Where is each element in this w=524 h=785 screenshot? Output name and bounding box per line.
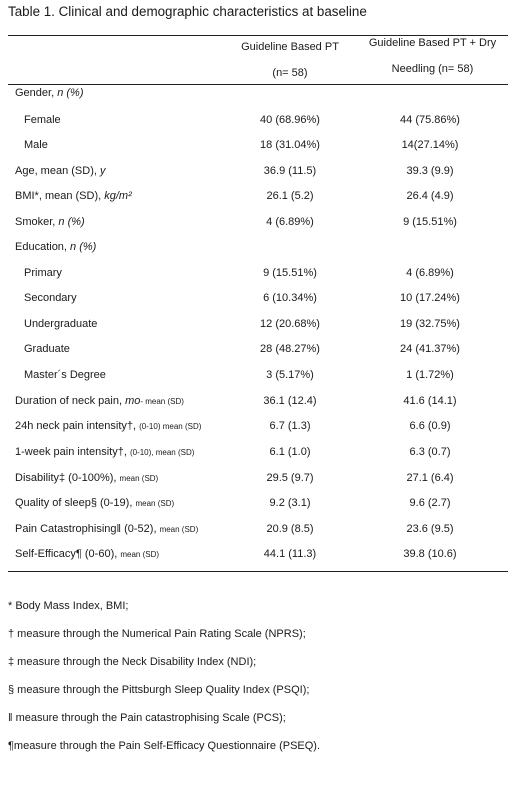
row-label-text: Disability‡ (0-100%), — [15, 472, 120, 484]
value-dry-needling: 44 (75.86%) — [400, 114, 460, 126]
row-label — [15, 493, 174, 514]
row-label — [24, 110, 61, 131]
value-dry-needling: 4 (6.89%) — [406, 267, 454, 279]
value-dry-needling: 10 (17.24%) — [400, 292, 460, 304]
value-dry-needling: 6.6 (0.9) — [409, 420, 451, 432]
row-label-stat: (0-10), mean (SD) — [129, 448, 195, 457]
row-label-text: Smoker, — [15, 216, 59, 228]
row-label-text: Graduate — [24, 343, 70, 355]
value-dry-needling: 39.3 (9.9) — [406, 165, 454, 177]
value-guideline: 44.1 (11.3) — [263, 548, 317, 560]
row-label-text: Master´s Degree — [24, 369, 106, 381]
row-label-text: Gender, — [15, 87, 58, 99]
value-guideline: 29.5 (9.7) — [266, 472, 314, 484]
row-label — [15, 519, 198, 540]
row-label — [15, 83, 83, 104]
row-label-text: Male — [24, 139, 48, 151]
row-label-unit: n (%) — [57, 87, 84, 99]
header-col-guideline-line1: Guideline Based PT — [241, 41, 339, 53]
value-guideline: 3 (5.17%) — [266, 369, 314, 381]
table-row — [0, 110, 524, 130]
row-label — [15, 468, 158, 489]
row-label — [24, 263, 62, 284]
table-row — [0, 135, 524, 155]
value-dry-needling: 19 (32.75%) — [400, 318, 460, 330]
value-guideline: 9.2 (3.1) — [269, 497, 311, 509]
row-label — [15, 237, 96, 258]
value-dry-needling: 1 (1.72%) — [406, 369, 454, 381]
row-label — [15, 186, 132, 207]
row-label — [15, 212, 85, 233]
value-guideline: 40 (68.96%) — [260, 114, 320, 126]
row-label-text: Age, mean (SD), — [15, 165, 100, 177]
row-label-text: Primary — [24, 267, 62, 279]
footnote: ¶measure through the Pain Self-Efficacy Questionnaire (PSEQ). — [8, 740, 321, 752]
table-row — [0, 391, 524, 411]
row-label-text: Undergraduate — [24, 318, 98, 330]
value-guideline: 20.9 (8.5) — [266, 523, 314, 535]
value-guideline: 36.9 (11.5) — [263, 165, 317, 177]
table-row — [0, 544, 524, 564]
table-row — [0, 416, 524, 436]
footnote: † measure through the Numerical Pain Rating Scale (NPRS); — [8, 628, 306, 640]
row-label-text: Education, — [15, 241, 71, 253]
row-label-unit: y — [99, 165, 106, 177]
footnote: * Body Mass Index, BMI; — [8, 600, 129, 612]
value-guideline: 6.1 (1.0) — [269, 446, 311, 458]
row-label — [24, 288, 77, 309]
value-dry-needling: 39.8 (10.6) — [403, 548, 457, 560]
row-label-unit: kg/m² — [104, 190, 132, 202]
value-guideline: 9 (15.51%) — [263, 267, 317, 279]
row-label-stat: mean (SD) — [159, 525, 199, 534]
header-col-dry-needling-line1: Guideline Based PT + Dry — [368, 37, 497, 49]
row-label-stat: - mean (SD) — [140, 397, 184, 406]
footnote: ‖ measure through the Pain catastrophising Scale (PCS); — [8, 712, 286, 724]
table-row — [0, 493, 524, 513]
row-label-stat: mean (SD) — [119, 474, 159, 483]
row-label-text: Self-Efficacy¶ (0-60), — [15, 548, 121, 560]
table-row — [0, 365, 524, 385]
row-label-text: Quality of sleep§ (0-19), — [15, 497, 136, 509]
row-label — [15, 442, 194, 463]
table-row — [0, 161, 524, 181]
value-dry-needling: 6.3 (0.7) — [409, 446, 451, 458]
footnote: § measure through the Pittsburgh Sleep Quality Index (PSQI); — [8, 684, 310, 696]
row-label-unit: n (%) — [70, 241, 97, 253]
row-label-text: Pain Catastrophising‖ (0-52), — [15, 523, 160, 535]
value-dry-needling: 26.4 (4.9) — [406, 190, 454, 202]
row-label-stat: mean (SD) — [135, 499, 175, 508]
table-row — [0, 519, 524, 539]
table-row — [0, 83, 524, 103]
row-label-stat: mean (SD) — [120, 550, 160, 559]
value-guideline: 36.1 (12.4) — [263, 395, 317, 407]
table-row — [0, 237, 524, 257]
row-label — [15, 416, 201, 437]
value-guideline: 18 (31.04%) — [260, 139, 320, 151]
value-dry-needling: 27.1 (6.4) — [406, 472, 454, 484]
row-label-text: Secondary — [24, 292, 77, 304]
header-col-dry-needling — [355, 30, 510, 82]
value-dry-needling: 24 (41.37%) — [400, 343, 460, 355]
row-label-stat: (0-10) mean (SD) — [139, 422, 202, 431]
row-label-unit: n (%) — [58, 216, 85, 228]
value-guideline: 28 (48.27%) — [260, 343, 320, 355]
value-guideline: 12 (20.68%) — [260, 318, 320, 330]
value-guideline: 6.7 (1.3) — [269, 420, 311, 432]
value-dry-needling: 41.6 (14.1) — [403, 395, 457, 407]
row-label — [15, 161, 105, 182]
row-label-text: Duration of neck pain, — [15, 395, 126, 407]
header-col-guideline — [222, 34, 358, 86]
header-col-guideline-line2: (n= 58) — [272, 67, 308, 79]
table-row — [0, 263, 524, 283]
value-guideline: 26.1 (5.2) — [266, 190, 314, 202]
row-label — [15, 544, 159, 565]
row-label — [15, 391, 184, 412]
table-row — [0, 314, 524, 334]
row-label-text: 24h neck pain intensity†, — [15, 420, 140, 432]
row-label-unit: mo — [125, 395, 141, 407]
table-bottom-rule — [8, 571, 508, 572]
value-dry-needling: 14(27.14%) — [401, 139, 459, 151]
value-guideline: 6 (10.34%) — [263, 292, 317, 304]
row-label-text: 1-week pain intensity†, — [15, 446, 130, 458]
value-dry-needling: 9.6 (2.7) — [409, 497, 451, 509]
value-dry-needling: 9 (15.51%) — [403, 216, 457, 228]
header-col-dry-needling-line2: Needling (n= 58) — [391, 63, 474, 75]
row-label-text: BMI*, mean (SD), — [15, 190, 105, 202]
row-label — [24, 135, 48, 156]
table-row — [0, 212, 524, 232]
table-row — [0, 339, 524, 359]
table-row — [0, 288, 524, 308]
row-label — [24, 339, 70, 360]
row-label — [24, 314, 97, 335]
table-row — [0, 468, 524, 488]
value-dry-needling: 23.6 (9.5) — [406, 523, 454, 535]
row-label — [24, 365, 106, 386]
table-row — [0, 186, 524, 206]
table-row — [0, 442, 524, 462]
value-guideline: 4 (6.89%) — [266, 216, 314, 228]
row-label-text: Female — [24, 114, 61, 126]
table-title: Table 1. Clinical and demographic characteristics at baseline — [8, 4, 367, 19]
footnote: ‡ measure through the Neck Disability Index (NDI); — [8, 656, 257, 668]
